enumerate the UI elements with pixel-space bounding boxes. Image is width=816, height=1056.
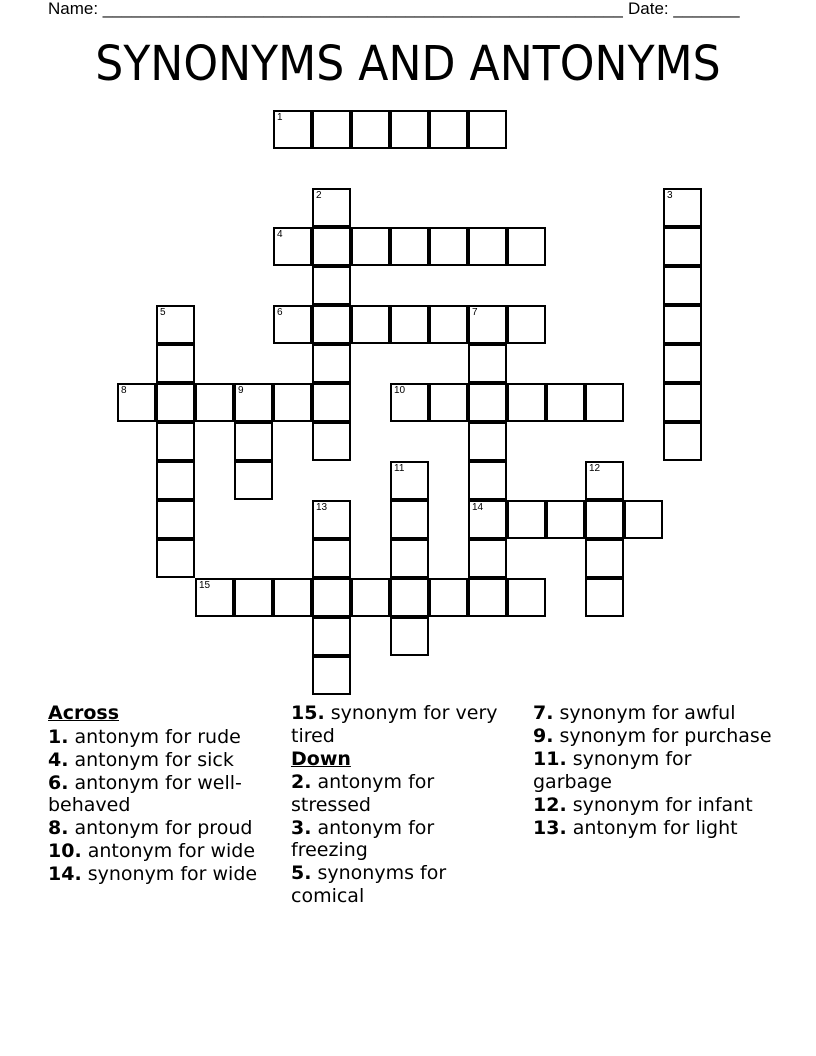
clue-item (48, 772, 280, 817)
crossword-cell[interactable] (624, 500, 663, 539)
crossword-cell[interactable] (663, 188, 702, 227)
crossword-cell[interactable] (507, 500, 546, 539)
clue-number-label: 1. (48, 725, 69, 748)
crossword-cell[interactable] (663, 305, 702, 344)
crossword-cell[interactable] (273, 383, 312, 422)
crossword-cell[interactable] (312, 227, 351, 266)
crossword-cell[interactable] (312, 110, 351, 149)
clue-number-label: 5. (291, 862, 312, 884)
crossword-cell[interactable] (390, 500, 429, 539)
clue-item (533, 702, 773, 725)
crossword-cell[interactable] (429, 227, 468, 266)
crossword-cell[interactable] (156, 422, 195, 461)
clue-text: synonym for infant (566, 793, 753, 816)
crossword-cell[interactable] (468, 305, 507, 344)
crossword-cell[interactable] (351, 305, 390, 344)
crossword-cell[interactable] (663, 266, 702, 305)
crossword-cell[interactable] (312, 383, 351, 422)
clue-item (48, 840, 280, 863)
clue-number-label: 9. (533, 725, 554, 747)
clue-number: 13 (316, 502, 328, 513)
clue-number: 7 (472, 307, 478, 318)
clue-item (291, 702, 516, 747)
clue-text: antonym for wide (81, 840, 256, 862)
crossword-cell[interactable] (273, 110, 312, 149)
clue-item (533, 794, 773, 817)
crossword-cell[interactable] (156, 539, 195, 578)
clue-number: 3 (667, 190, 673, 201)
crossword-cell[interactable] (156, 461, 195, 500)
crossword-cell[interactable] (234, 578, 273, 617)
crossword-cell[interactable] (585, 383, 624, 422)
crossword-cell[interactable] (390, 539, 429, 578)
crossword-cell[interactable] (663, 227, 702, 266)
clue-number-label: 11. (533, 748, 567, 770)
clue-text: antonym for rude (68, 725, 241, 748)
clue-text: synonym for purchase (553, 725, 772, 747)
crossword-cell[interactable] (156, 500, 195, 539)
crossword-cell[interactable] (351, 227, 390, 266)
clue-text: antonym for proud (68, 817, 253, 839)
clue-item (533, 817, 773, 840)
clue-number: 15 (199, 580, 211, 591)
crossword-cell[interactable] (429, 110, 468, 149)
crossword-cell[interactable] (507, 578, 546, 617)
crossword-cell[interactable] (312, 578, 351, 617)
crossword-cell[interactable] (234, 422, 273, 461)
crossword-cell[interactable] (585, 539, 624, 578)
crossword-cell[interactable] (312, 617, 351, 656)
clues-column-1 (48, 702, 280, 886)
crossword-cell[interactable] (390, 383, 429, 422)
clue-number: 1 (277, 112, 283, 123)
crossword-cell[interactable] (195, 578, 234, 617)
clue-item (291, 771, 516, 816)
crossword-cell[interactable] (390, 578, 429, 617)
clue-text: antonym for stressed (291, 771, 435, 816)
clue-text: antonym for light (566, 816, 738, 839)
crossword-cell[interactable] (585, 578, 624, 617)
crossword-cell[interactable] (663, 383, 702, 422)
crossword-cell[interactable] (390, 461, 429, 500)
clue-text: antonym for sick (68, 748, 234, 771)
clue-number-label: 13. (533, 816, 567, 839)
clue-item (48, 749, 280, 772)
clue-item (48, 817, 280, 840)
crossword-cell[interactable] (312, 305, 351, 344)
clue-text: synonyms for comical (291, 862, 447, 907)
crossword-cell[interactable] (195, 383, 234, 422)
crossword-cell[interactable] (663, 422, 702, 461)
clue-number: 6 (277, 307, 283, 318)
crossword-cell[interactable] (546, 500, 585, 539)
crossword-cell[interactable] (468, 500, 507, 539)
down-heading: Down (291, 747, 351, 770)
crossword-cell[interactable] (546, 383, 585, 422)
crossword-cell[interactable] (312, 422, 351, 461)
clue-number: 5 (160, 307, 166, 318)
crossword-cell[interactable] (351, 110, 390, 149)
clue-number-label: 3. (291, 816, 312, 839)
crossword-cell[interactable] (429, 383, 468, 422)
clue-number: 8 (121, 385, 127, 396)
crossword-cell[interactable] (312, 656, 351, 695)
clue-number-label: 8. (48, 817, 69, 839)
crossword-cell[interactable] (468, 344, 507, 383)
crossword-cell[interactable] (585, 461, 624, 500)
clue-text: synonym for very tired (291, 702, 498, 747)
crossword-cell[interactable] (468, 383, 507, 422)
crossword-cell[interactable] (156, 344, 195, 383)
crossword-cell[interactable] (468, 539, 507, 578)
clue-number: 11 (394, 463, 405, 474)
clue-number-label: 14. (48, 863, 82, 885)
crossword-cell[interactable] (390, 305, 429, 344)
crossword-cell[interactable] (351, 578, 390, 617)
crossword-cell[interactable] (312, 539, 351, 578)
clues-column-3 (533, 702, 773, 840)
name-field[interactable]: Name: _______________________________________________________ (48, 0, 623, 18)
crossword-cell[interactable] (585, 500, 624, 539)
clue-number: 9 (238, 385, 244, 396)
clue-number-label: 2. (291, 771, 312, 793)
clue-number-label: 10. (48, 840, 82, 862)
crossword-cell[interactable] (390, 110, 429, 149)
clue-number-label: 4. (48, 748, 69, 771)
crossword-cell[interactable] (156, 305, 195, 344)
page-title: SYNONYMS AND ANTONYMS (95, 36, 721, 92)
clue-number: 12 (589, 463, 601, 474)
clues-column-2 (291, 702, 516, 908)
clue-item (48, 726, 280, 749)
crossword-cell[interactable] (468, 110, 507, 149)
crossword-cell[interactable] (117, 383, 156, 422)
crossword-cell[interactable] (273, 305, 312, 344)
crossword-cell[interactable] (312, 344, 351, 383)
crossword-cell[interactable] (273, 227, 312, 266)
clue-text: synonym for wide (81, 863, 258, 885)
crossword-cell[interactable] (273, 578, 312, 617)
clue-item (291, 817, 516, 862)
clue-text: synonym for garbage (533, 748, 692, 793)
crossword-cell[interactable] (234, 383, 273, 422)
clue-item (533, 748, 773, 793)
crossword-cell[interactable] (468, 422, 507, 461)
crossword-cell[interactable] (507, 227, 546, 266)
crossword-cell[interactable] (663, 344, 702, 383)
crossword-cell[interactable] (312, 188, 351, 227)
clue-number-label: 7. (533, 702, 554, 724)
date-field[interactable]: Date: _______ (628, 0, 740, 18)
clue-item (291, 862, 516, 907)
clue-text: antonym for well-behaved (48, 771, 242, 816)
clue-number-label: 6. (48, 771, 69, 794)
crossword-cell[interactable] (429, 305, 468, 344)
crossword-cell[interactable] (234, 461, 273, 500)
clue-item (48, 863, 280, 886)
crossword-cell[interactable] (156, 383, 195, 422)
crossword-cell[interactable] (468, 578, 507, 617)
clue-number: 10 (394, 385, 406, 396)
crossword-cell[interactable] (507, 305, 546, 344)
crossword-cell[interactable] (312, 266, 351, 305)
crossword-cell[interactable] (468, 461, 507, 500)
crossword-cell[interactable] (312, 500, 351, 539)
clue-number-label: 12. (533, 793, 567, 816)
clue-number-label: 15. (291, 702, 325, 724)
across-heading: Across (48, 702, 120, 724)
clue-number: 2 (316, 190, 322, 201)
clue-item (533, 725, 773, 748)
crossword-cell[interactable] (429, 578, 468, 617)
clue-number: 14 (472, 502, 484, 513)
clue-text: antonym for freezing (291, 816, 435, 861)
crossword-cell[interactable] (468, 227, 507, 266)
clue-number: 4 (277, 229, 283, 240)
crossword-cell[interactable] (390, 617, 429, 656)
crossword-cell[interactable] (390, 227, 429, 266)
crossword-cell[interactable] (507, 383, 546, 422)
clue-text: synonym for awful (553, 702, 736, 724)
